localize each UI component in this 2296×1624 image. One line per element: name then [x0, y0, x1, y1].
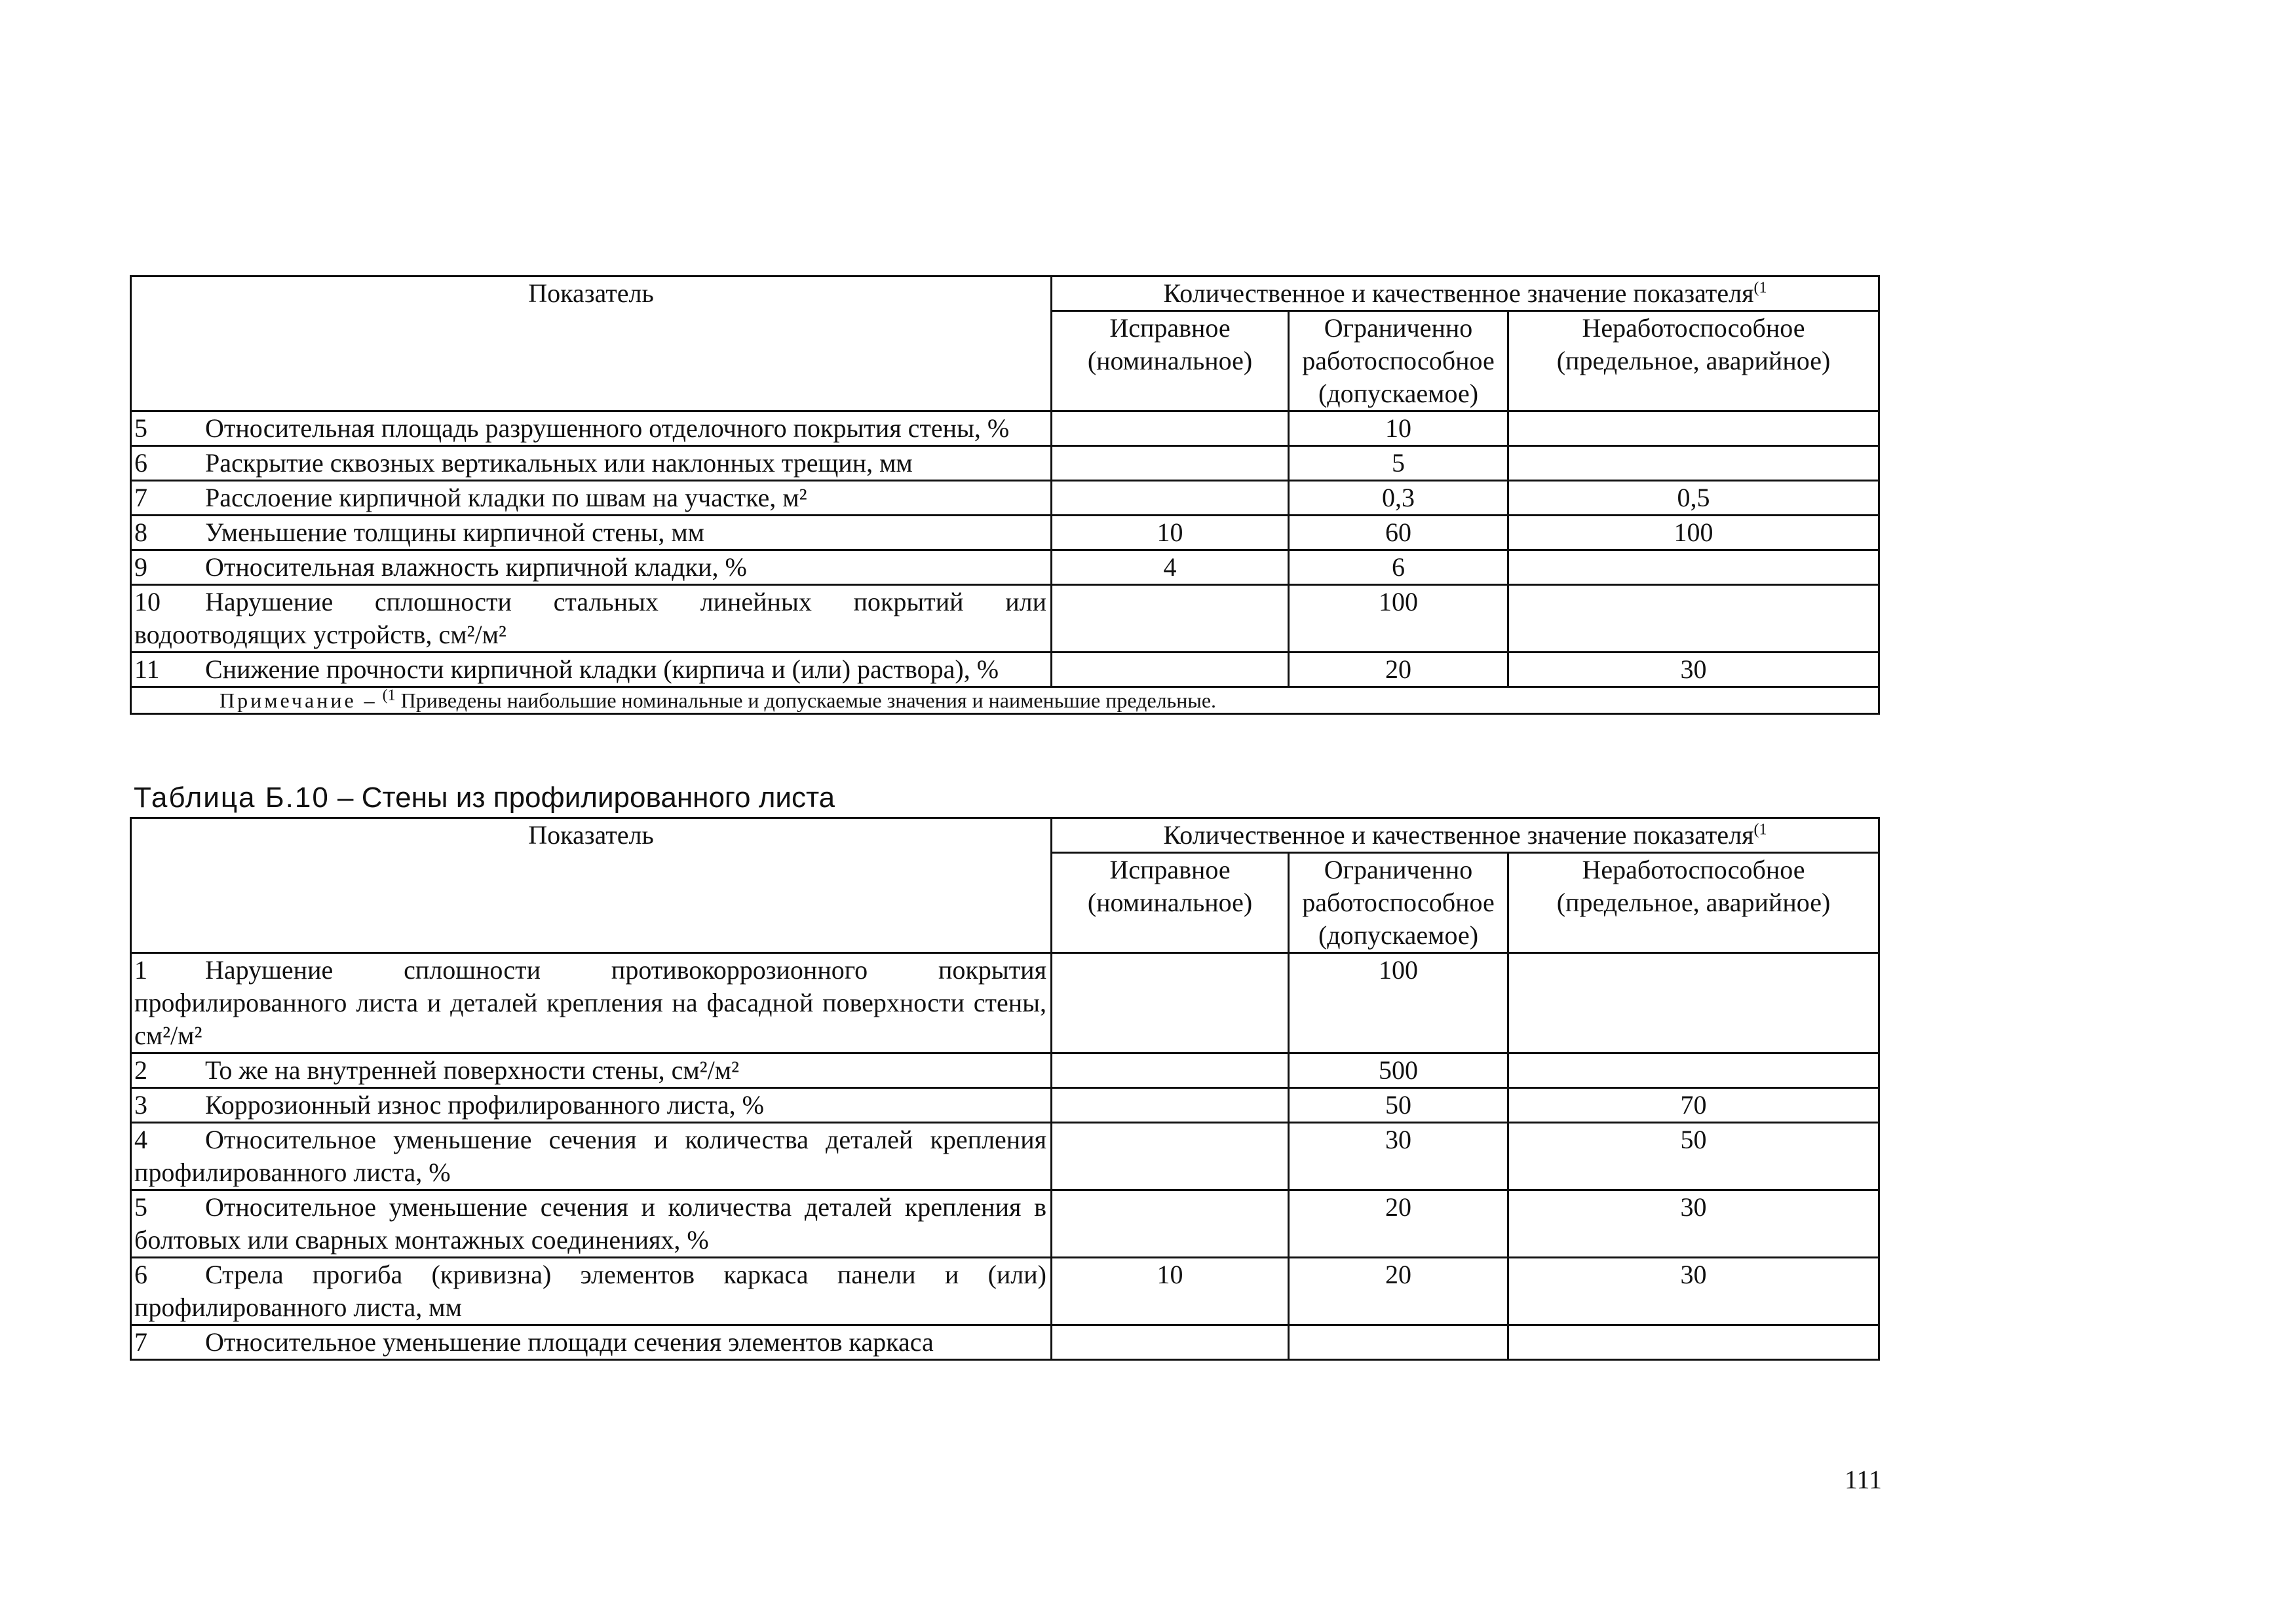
table-note: Примечание – $^{(1}$ Приведены наибольшие номинальные и допускаемые значения и наименьшие предельные.: [131, 687, 1879, 714]
row-number: 11: [134, 654, 160, 684]
table-caption: [134, 781, 835, 815]
value-serviceable: 10: [1052, 1258, 1289, 1325]
header-limited: Ограниченно работоспособное (допускаемое): [1289, 311, 1508, 411]
indicator-cell: [131, 550, 1052, 585]
value-inoperable: 30: [1508, 1258, 1879, 1325]
table-row: [131, 481, 1879, 516]
indicator-cell: [131, 516, 1052, 550]
value-serviceable: [1052, 1088, 1289, 1123]
indicator-cell: [131, 446, 1052, 481]
header-value-group: Количественное и качественное значение показателя$^{(1}$: [1052, 276, 1879, 311]
value-limited: 100: [1289, 953, 1508, 1053]
table-body: [131, 953, 1879, 1360]
indicator-cell: [131, 1190, 1052, 1258]
value-serviceable: [1052, 1325, 1289, 1360]
header-inoperable: Неработоспособное (предельное, аварийное): [1508, 853, 1879, 953]
header-serviceable: Исправное (номинальное): [1052, 853, 1289, 953]
value-limited: 0,3: [1289, 481, 1508, 516]
row-number: 8: [134, 518, 147, 547]
indicator-text: Относительная площадь разрушенного отделочного покрытия стены, %: [205, 413, 1010, 443]
indicator-text: Коррозионный износ профилированного листа, %: [205, 1090, 764, 1120]
table-row: [131, 1088, 1879, 1123]
value-limited: 5: [1289, 446, 1508, 481]
value-limited: 20: [1289, 1258, 1508, 1325]
value-serviceable: [1052, 411, 1289, 446]
indicator-text: Уменьшение толщины кирпичной стены, мм: [205, 518, 704, 547]
indicator-cell: [131, 1325, 1052, 1360]
indicator-text: То же на внутренней поверхности стены, см²/м²: [205, 1055, 740, 1085]
row-number: 7: [134, 1327, 147, 1357]
indicator-text: Раскрытие сквозных вертикальных или наклонных трещин, мм: [205, 448, 913, 478]
table-row: [131, 446, 1879, 481]
table-walls-brick: [130, 275, 1880, 715]
indicator-cell: [131, 1053, 1052, 1088]
value-serviceable: [1052, 1053, 1289, 1088]
indicator-text: Относительное уменьшение сечения и количества деталей крепления в болтовых или сварных монтажных соединениях, %: [134, 1192, 1046, 1255]
value-serviceable: [1052, 446, 1289, 481]
table-row: [131, 550, 1879, 585]
value-limited: 50: [1289, 1088, 1508, 1123]
value-inoperable: 30: [1508, 652, 1879, 687]
value-serviceable: 4: [1052, 550, 1289, 585]
value-inoperable: [1508, 1053, 1879, 1088]
value-limited: 20: [1289, 1190, 1508, 1258]
header-value-group: Количественное и качественное значение показателя$^{(1}$: [1052, 818, 1879, 853]
indicator-cell: [131, 481, 1052, 516]
value-serviceable: [1052, 652, 1289, 687]
value-limited: 100: [1289, 585, 1508, 652]
row-number: 5: [134, 1192, 147, 1222]
value-serviceable: 10: [1052, 516, 1289, 550]
header-indicator: Показатель: [131, 276, 1052, 411]
value-limited: 30: [1289, 1123, 1508, 1190]
row-number: 5: [134, 413, 147, 443]
value-serviceable: [1052, 1190, 1289, 1258]
indicator-text: Нарушение сплошности стальных линейных покрытий или водоотводящих устройств, см²/м²: [134, 587, 1046, 649]
value-serviceable: [1052, 481, 1289, 516]
value-serviceable: [1052, 585, 1289, 652]
table-row: [131, 652, 1879, 687]
value-inoperable: [1508, 411, 1879, 446]
table-row: [131, 1123, 1879, 1190]
header-inoperable: Неработоспособное (предельное, аварийное): [1508, 311, 1879, 411]
value-inoperable: 0,5: [1508, 481, 1879, 516]
caption-title: – Стены из профилированного листа: [337, 782, 835, 814]
indicator-text: Относительное уменьшение сечения и количества деталей крепления профилированного листа, %: [134, 1125, 1046, 1187]
value-serviceable: [1052, 953, 1289, 1053]
value-limited: 10: [1289, 411, 1508, 446]
table-row: [131, 1258, 1879, 1325]
table-row: [131, 1190, 1879, 1258]
caption-label: Таблица Б.10: [134, 782, 330, 814]
value-inoperable: [1508, 953, 1879, 1053]
value-inoperable: 30: [1508, 1190, 1879, 1258]
value-limited: 60: [1289, 516, 1508, 550]
table-row: [131, 411, 1879, 446]
row-number: 9: [134, 552, 147, 582]
value-inoperable: [1508, 585, 1879, 652]
value-inoperable: 100: [1508, 516, 1879, 550]
indicator-cell: [131, 585, 1052, 652]
row-number: 7: [134, 483, 147, 512]
row-number: 2: [134, 1055, 147, 1085]
table-walls-profiled-sheet: [130, 817, 1880, 1361]
table-row: [131, 585, 1879, 652]
value-serviceable: [1052, 1123, 1289, 1190]
indicator-cell: [131, 1088, 1052, 1123]
table-row: [131, 1325, 1879, 1360]
table-row: [131, 1053, 1879, 1088]
table-row: [131, 953, 1879, 1053]
indicator-text: Нарушение сплошности противокоррозионного покрытия профилированного листа и деталей крепления на фасадной поверхности стены, см²/м²: [134, 955, 1046, 1050]
value-inoperable: [1508, 550, 1879, 585]
indicator-text: Стрела прогиба (кривизна) элементов каркаса панели и (или) профилированного листа, мм: [134, 1260, 1046, 1322]
row-number: 10: [134, 587, 161, 616]
row-number: 3: [134, 1090, 147, 1120]
row-number: 1: [134, 955, 147, 985]
value-limited: [1289, 1325, 1508, 1360]
indicator-text: Снижение прочности кирпичной кладки (кирпича и (или) раствора), %: [205, 654, 999, 684]
indicator-cell: [131, 652, 1052, 687]
value-limited: 500: [1289, 1053, 1508, 1088]
value-inoperable: [1508, 1325, 1879, 1360]
value-limited: 20: [1289, 652, 1508, 687]
row-number: 6: [134, 1260, 147, 1289]
indicator-text: Относительная влажность кирпичной кладки, %: [205, 552, 747, 582]
header-limited: Ограниченно работоспособное (допускаемое): [1289, 853, 1508, 953]
value-inoperable: 70: [1508, 1088, 1879, 1123]
indicator-text: Относительное уменьшение площади сечения элементов каркаса: [205, 1327, 934, 1357]
indicator-cell: [131, 411, 1052, 446]
table-body: [131, 411, 1879, 687]
indicator-text: Расслоение кирпичной кладки по швам на участке, м²: [205, 483, 807, 512]
header-serviceable: Исправное (номинальное): [1052, 311, 1289, 411]
row-number: 6: [134, 448, 147, 478]
indicator-cell: [131, 1123, 1052, 1190]
indicator-cell: [131, 953, 1052, 1053]
value-inoperable: [1508, 446, 1879, 481]
value-limited: 6: [1289, 550, 1508, 585]
indicator-cell: [131, 1258, 1052, 1325]
value-inoperable: 50: [1508, 1123, 1879, 1190]
table-row: [131, 516, 1879, 550]
page-number: 111: [1844, 1465, 1882, 1494]
row-number: 4: [134, 1125, 147, 1154]
header-indicator: Показатель: [131, 818, 1052, 953]
